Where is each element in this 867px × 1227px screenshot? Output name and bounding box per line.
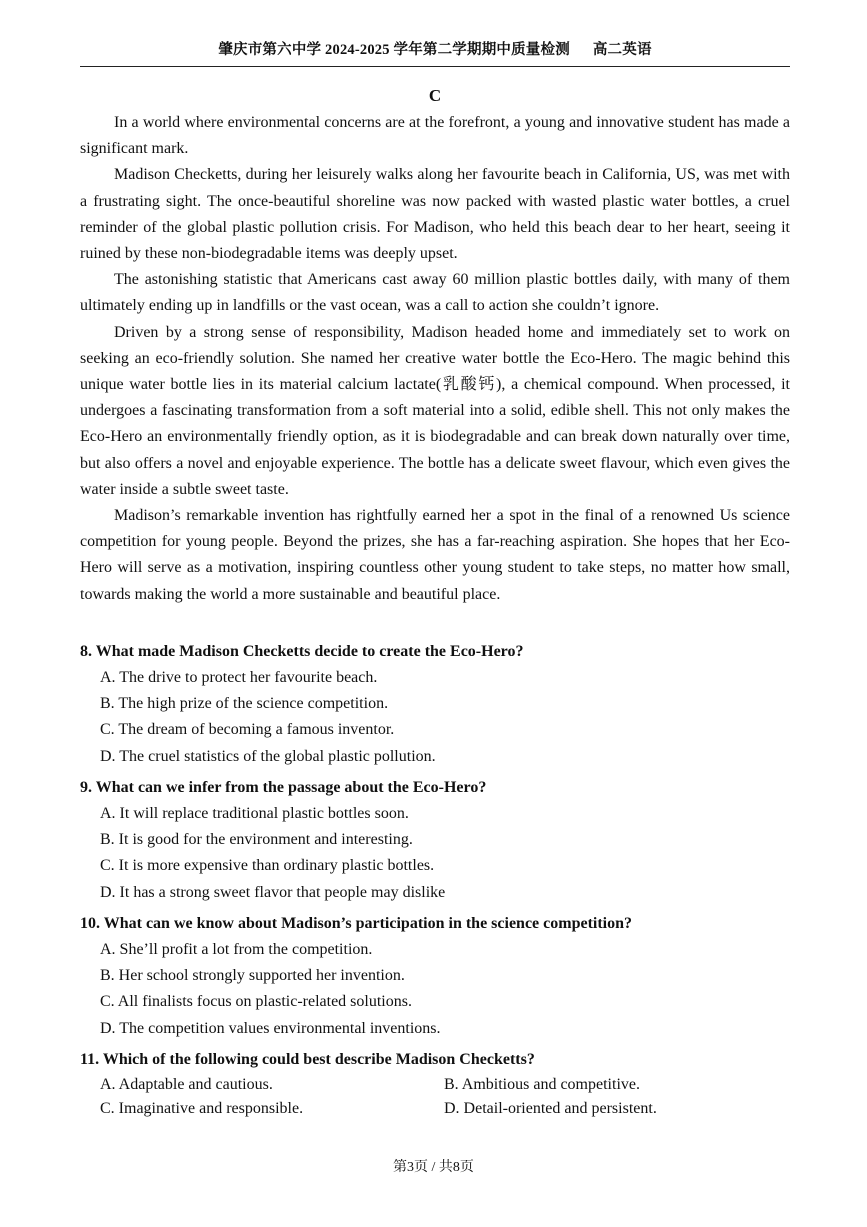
question-title: 11. Which of the following could best describe Madison Checketts?	[80, 1051, 535, 1068]
question-10	[80, 911, 790, 1042]
option-a: A. She’ll profit a lot from the competition.	[100, 941, 373, 958]
options-grid	[80, 1073, 790, 1121]
passage-paragraph-3: The astonishing statistic that Americans cast away 60 million plastic bottles daily, with many of them ultimately ending up in landfills or the vast ocean, was a call to action she couldn’t ignore.	[80, 271, 790, 315]
question-title: 8. What made Madison Checketts decide to create the Eco-Hero?	[80, 643, 524, 660]
option-a: A. It will replace traditional plastic bottles soon.	[100, 805, 409, 822]
option-c: C. The dream of becoming a famous inventor.	[100, 721, 395, 739]
question-title: 9. What can we infer from the passage about the Eco-Hero?	[80, 779, 487, 796]
option-c: C. All finalists focus on plastic-related solutions.	[100, 993, 412, 1011]
option-c: C. It is more expensive than ordinary plastic bottles.	[100, 857, 435, 875]
passage-paragraph-2: Madison Checketts, during her leisurely walks along her favourite beach in California, US, was met with a frustrating sight. The once-beautiful shoreline was now packed with wasted plastic water bottles, a cruel reminder of the global plastic pollution crisis. For Madison, who held this beach dear to her heart, seeing it ruined by these non-biodegradable items was deeply upset.	[80, 166, 790, 263]
option-b: B. The high prize of the science competition.	[100, 695, 389, 713]
option-c: C. Imaginative and responsible.	[100, 1100, 304, 1117]
question-8	[80, 639, 790, 770]
passage-paragraph-4: Driven by a strong sense of responsibility, Madison headed home and immediately set to work on seeking an eco-friendly solution. She named her creative water bottle the Eco-Hero. The magic behind this unique water bottle lies in its material calcium lactate(乳酸钙), a chemical compound. When processed, it undergoes a fascinating transformation from a soft material into a solid, edible shell. This not only makes the Eco-Hero an environmentally friendly option, as it is biodegradable and can break down naturally over time, but also offers a novel and enjoyable experience. The bottle has a delicate sweet flavour, which even gives the water inside a subtle sweet taste.	[80, 323, 790, 498]
option-d: D. The cruel statistics of the global plastic pollution.	[100, 747, 436, 765]
subject-label: 高二英语	[592, 42, 652, 58]
option-d: D. Detail-oriented and persistent.	[444, 1100, 657, 1117]
option-d: D. The competition values environmental inventions.	[100, 1019, 441, 1037]
exam-title: 肇庆市第六中学 2024-2025 学年第二学期期中质量检测	[218, 42, 570, 58]
question-9	[80, 775, 790, 906]
reading-passage	[80, 110, 790, 608]
passage-paragraph-1: In a world where environmental concerns are at the forefront, a young and innovative student has made a significant mark.	[80, 114, 790, 158]
option-a: A. Adaptable and cautious.	[100, 1076, 273, 1093]
question-11	[80, 1047, 790, 1121]
passage-paragraph-5: Madison’s remarkable invention has rightfully earned her a spot in the final of a renowned Us science competition for young people. Beyond the prizes, she has a far-reaching aspiration. She hopes that her Eco-Hero will serve as a motivation, inspiring countless other young student to take steps, no matter how small, towards making the world a more sustainable and beautiful place.	[80, 507, 790, 603]
section-letter: C	[428, 86, 442, 105]
option-d: D. It has a strong sweet flavor that people may dislike	[100, 883, 446, 901]
option-b: B. Her school strongly supported her invention.	[100, 967, 405, 985]
option-b: B. It is good for the environment and interesting.	[100, 831, 413, 849]
option-b: B. Ambitious and competitive.	[444, 1076, 640, 1093]
option-a: A. The drive to protect her favourite beach.	[100, 669, 378, 686]
page-number: 第3页 / 共8页	[393, 1160, 474, 1175]
header-divider	[80, 66, 790, 67]
question-title: 10. What can we know about Madison’s participation in the science competition?	[80, 915, 633, 932]
page-header	[80, 38, 790, 59]
